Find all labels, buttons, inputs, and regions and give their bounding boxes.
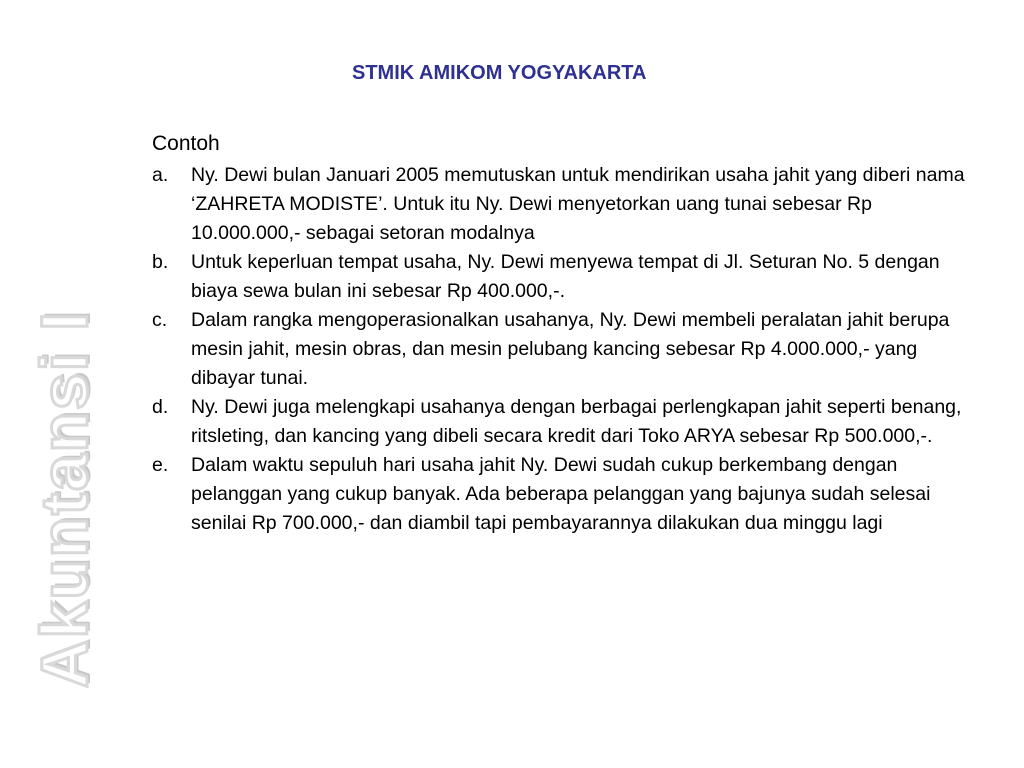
slide-subtitle: Contoh [152,132,220,155]
list-item [152,306,982,393]
side-title-text: Akuntansi I [27,310,101,688]
list-item-text: Dalam rangka mengoperasionalkan usahanya, Ny. Dewi membeli peralatan jahit berupa mesin jahit, mesin obras, dan mesin pelubang kancing sebesar Rp 4.000.000,- yang dibayar tunai. [191,309,950,389]
list-marker: b. [152,251,169,273]
side-title [26,168,101,688]
list-item [152,451,982,538]
list-item-text: Untuk keperluan tempat usaha, Ny. Dewi menyewa tempat di Jl. Seturan No. 5 dengan biaya sewa bulan ini sebesar Rp 400.000,-. [191,251,940,302]
example-list [152,161,982,538]
list-item-text: Dalam waktu sepuluh hari usaha jahit Ny. Dewi sudah cukup berkembang dengan pelanggan yang cukup banyak. Ada beberapa pelanggan yang bajunya sudah selesai senilai Rp 700.000,- dan diambil tapi pembayarannya dilakukan dua minggu lagi [191,454,931,534]
slide-header: STMIK AMIKOM YOGYAKARTA [352,62,647,84]
list-item [152,161,982,248]
list-item-text: Ny. Dewi juga melengkapi usahanya dengan berbagai perlengkapan jahit seperti benang, ritsleting, dan kancing yang dibeli secara kredit dari Toko ARYA sebesar Rp 500.000,-. [191,396,962,447]
list-item [152,248,982,306]
list-marker: e. [152,454,169,476]
slide-content [152,130,982,538]
list-marker: c. [152,309,168,331]
list-marker: a. [152,164,169,186]
list-item [152,393,982,451]
list-item-text: Ny. Dewi bulan Januari 2005 memutuskan untuk mendirikan usaha jahit yang diberi nama ‘ZAHRETA MODISTE’. Untuk itu Ny. Dewi menyetorkan uang tunai sebesar Rp 10.000.000,- sebagai setoran modalnya [191,164,965,244]
list-marker: d. [152,396,169,418]
